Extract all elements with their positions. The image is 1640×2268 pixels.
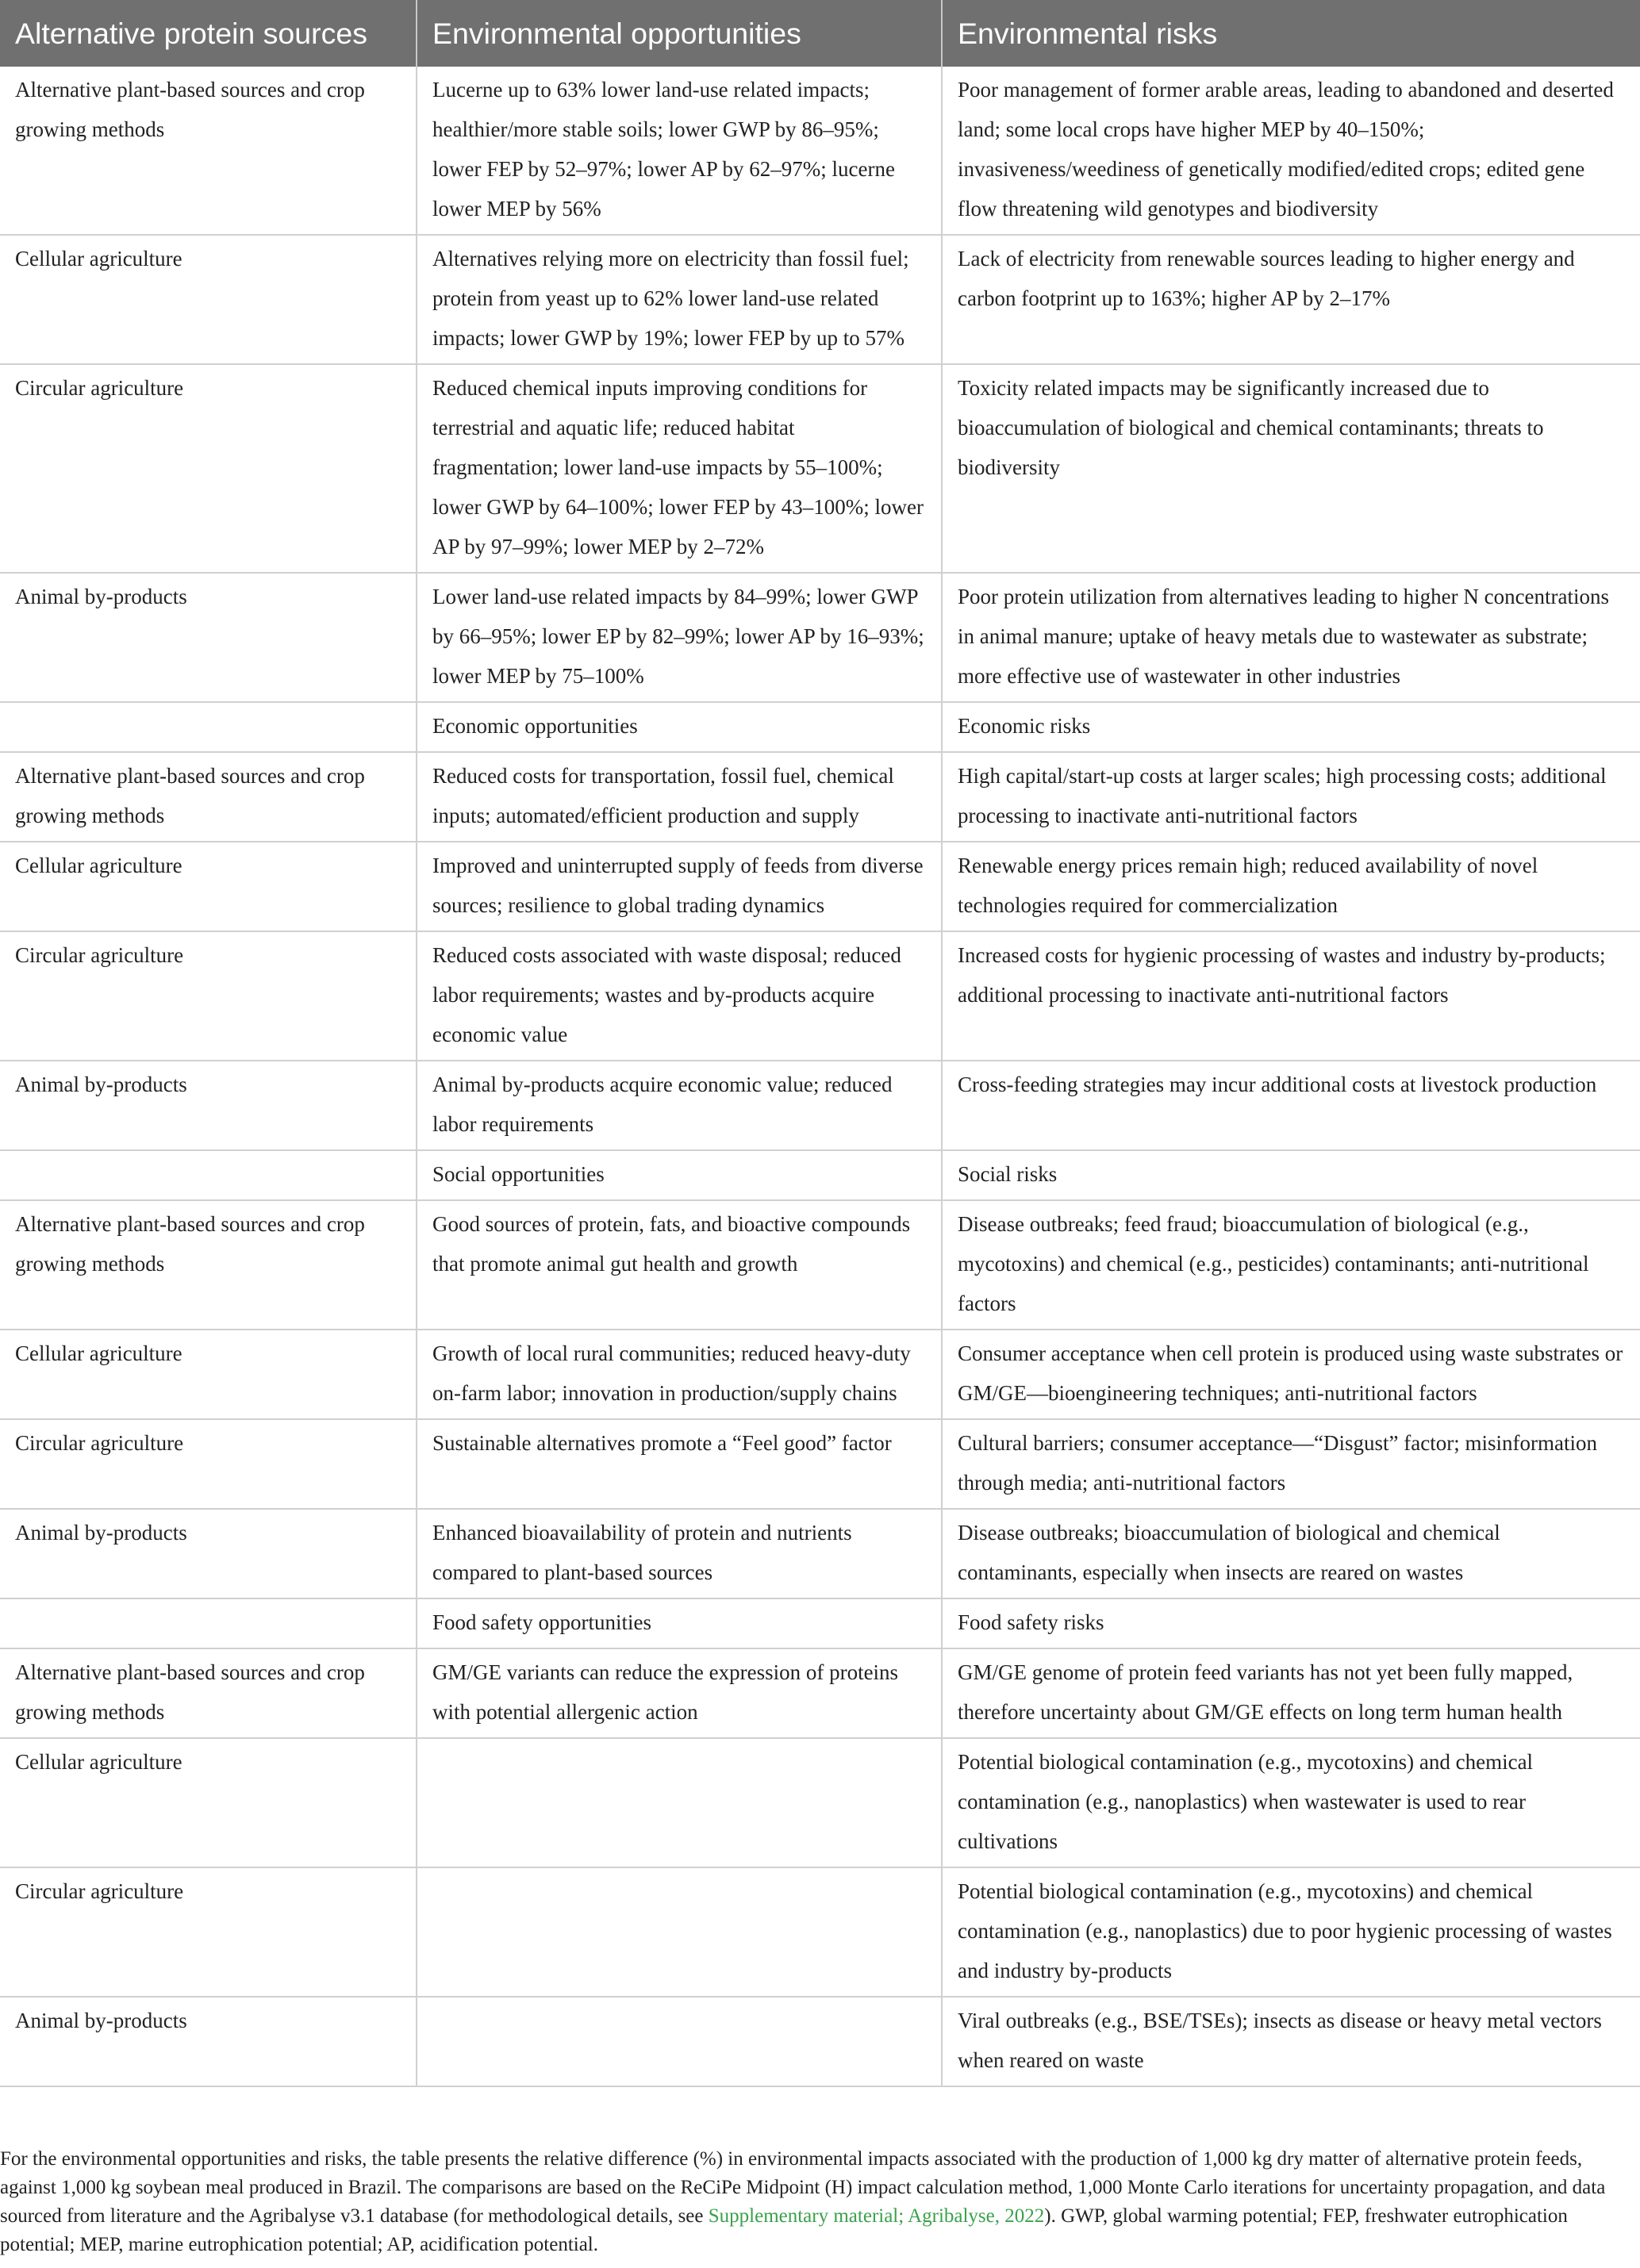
table-row (0, 1648, 1640, 1738)
cell-opportunity: Sustainable alternatives promote a “Feel good” factor (417, 1419, 942, 1509)
cell-protein-source: Alternative plant-based sources and crop growing methods (0, 67, 417, 235)
cell-protein-source: Animal by-products (0, 573, 417, 702)
cell-opportunity: Reduced chemical inputs improving conditions for terrestrial and aquatic life; reduced habitat fragmentation; lower land-use impacts by 55–100%; lower GWP by 64–100%; lower FEP by 43–100%; lower AP by 97–99%; lower MEP by 2–72% (417, 364, 942, 573)
table-row (0, 1330, 1640, 1419)
cell-risk: Lack of electricity from renewable sources leading to higher energy and carbon footprint up to 163%; higher AP by 2–17% (942, 235, 1640, 364)
cell-protein-source: Circular agriculture (0, 1867, 417, 1997)
cell-protein-source: Circular agriculture (0, 364, 417, 573)
footnote-text: For the environmental opportunities and risks, the table presents the relative difference (%) in environmental impacts associated with the production of 1,000 kg dry matter of alternative protein feeds, against 1,000 kg soybean meal produced in Brazil. The comparisons are based on the ReCiPe Midpoint (H) impact calculation method, 1,000 Monte Carlo iterations for uncertainty propagation, and data sourced from literature and the Agribalyse v3.1 database (for methodological details, see (0, 2148, 1606, 2227)
cell-protein-source: Animal by-products (0, 1997, 417, 2086)
cell-opportunity: GM/GE variants can reduce the expression of proteins with potential allergenic action (417, 1648, 942, 1738)
cell-protein-source: Alternative plant-based sources and crop growing methods (0, 1200, 417, 1330)
cell-opportunity: Food safety opportunities (417, 1598, 942, 1648)
table-row (0, 842, 1640, 931)
cell-risk: Cross-feeding strategies may incur additional costs at livestock production (942, 1061, 1640, 1150)
cell-risk: Consumer acceptance when cell protein is produced using waste substrates or GM/GE—bioengineering techniques; anti-nutritional factors (942, 1330, 1640, 1419)
cell-opportunity: Alternatives relying more on electricity than fossil fuel; protein from yeast up to 62% lower land-use related impacts; lower GWP by 19%; lower FEP by up to 57% (417, 235, 942, 364)
table-row (0, 1598, 1640, 1648)
cell-opportunity: Reduced costs associated with waste disposal; reduced labor requirements; wastes and by-products acquire economic value (417, 931, 942, 1061)
table-row (0, 1509, 1640, 1598)
table-row (0, 931, 1640, 1061)
table-footnote (0, 2145, 1627, 2259)
cell-opportunity: Animal by-products acquire economic value; reduced labor requirements (417, 1061, 942, 1150)
table-row (0, 1419, 1640, 1509)
table-row (0, 364, 1640, 573)
cell-risk: High capital/start-up costs at larger scales; high processing costs; additional processing to inactivate anti-nutritional factors (942, 752, 1640, 842)
table-row (0, 1061, 1640, 1150)
cell-risk: Viral outbreaks (e.g., BSE/TSEs); insects as disease or heavy metal vectors when reared on waste (942, 1997, 1640, 2086)
cell-risk: Disease outbreaks; feed fraud; bioaccumulation of biological (e.g., mycotoxins) and chemical (e.g., pesticides) contaminants; anti-nutritional factors (942, 1200, 1640, 1330)
cell-protein-source: Animal by-products (0, 1061, 417, 1150)
cell-opportunity: Economic opportunities (417, 702, 942, 752)
cell-opportunity: Social opportunities (417, 1150, 942, 1200)
supplementary-link[interactable]: Supplementary material; Agribalyse, 2022 (708, 2205, 1045, 2227)
cell-protein-source: Cellular agriculture (0, 1330, 417, 1419)
cell-protein-source: Cellular agriculture (0, 235, 417, 364)
cell-opportunity (417, 1867, 942, 1997)
table-body (0, 67, 1640, 2086)
cell-risk: Potential biological contamination (e.g., mycotoxins) and chemical contamination (e.g., nanoplastics) due to poor hygienic processing of wastes and industry by-products (942, 1867, 1640, 1997)
table-row (0, 1867, 1640, 1997)
table-header (0, 0, 1640, 67)
table-row (0, 67, 1640, 235)
header-environmental-opportunities: Environmental opportunities (417, 0, 942, 67)
table-row (0, 1997, 1640, 2086)
cell-opportunity: Good sources of protein, fats, and bioactive compounds that promote animal gut health and growth (417, 1200, 942, 1330)
cell-protein-source (0, 1150, 417, 1200)
footnote-text-end: ). GWP, global warming potential; FEP, freshwater eutrophication potential; MEP, marine eutrophication potential; AP, acidification potential. (0, 2205, 1568, 2255)
table-row (0, 235, 1640, 364)
cell-protein-source (0, 1598, 417, 1648)
cell-protein-source: Alternative plant-based sources and crop growing methods (0, 752, 417, 842)
cell-opportunity: Lower land-use related impacts by 84–99%; lower GWP by 66–95%; lower EP by 82–99%; lower AP by 16–93%; lower MEP by 75–100% (417, 573, 942, 702)
cell-opportunity: Reduced costs for transportation, fossil fuel, chemical inputs; automated/efficient production and supply (417, 752, 942, 842)
cell-risk: Toxicity related impacts may be significantly increased due to bioaccumulation of biological and chemical contaminants; threats to biodiversity (942, 364, 1640, 573)
cell-protein-source: Alternative plant-based sources and crop growing methods (0, 1648, 417, 1738)
cell-protein-source: Animal by-products (0, 1509, 417, 1598)
cell-risk: GM/GE genome of protein feed variants has not yet been fully mapped, therefore uncertainty about GM/GE effects on long term human health (942, 1648, 1640, 1738)
cell-protein-source: Cellular agriculture (0, 1738, 417, 1867)
table-row (0, 573, 1640, 702)
table-row (0, 702, 1640, 752)
cell-risk: Poor protein utilization from alternatives leading to higher N concentrations in animal manure; uptake of heavy metals due to wastewater as substrate; more effective use of wastewater in other industries (942, 573, 1640, 702)
header-environmental-risks: Environmental risks (942, 0, 1640, 67)
cell-protein-source: Circular agriculture (0, 1419, 417, 1509)
table-row (0, 752, 1640, 842)
cell-protein-source (0, 702, 417, 752)
cell-opportunity (417, 1738, 942, 1867)
table-row (0, 1200, 1640, 1330)
cell-risk: Disease outbreaks; bioaccumulation of biological and chemical contaminants, especially when insects are reared on wastes (942, 1509, 1640, 1598)
cell-opportunity: Growth of local rural communities; reduced heavy-duty on-farm labor; innovation in production/supply chains (417, 1330, 942, 1419)
cell-risk: Economic risks (942, 702, 1640, 752)
cell-opportunity: Enhanced bioavailability of protein and nutrients compared to plant-based sources (417, 1509, 942, 1598)
table-row (0, 1738, 1640, 1867)
cell-risk: Potential biological contamination (e.g., mycotoxins) and chemical contamination (e.g., nanoplastics) when wastewater is used to rear cultivations (942, 1738, 1640, 1867)
table-row (0, 1150, 1640, 1200)
header-row (0, 0, 1640, 67)
cell-risk: Cultural barriers; consumer acceptance—“Disgust” factor; misinformation through media; anti-nutritional factors (942, 1419, 1640, 1509)
cell-protein-source: Circular agriculture (0, 931, 417, 1061)
cell-risk: Social risks (942, 1150, 1640, 1200)
cell-opportunity: Lucerne up to 63% lower land-use related impacts; healthier/more stable soils; lower GWP by 86–95%; lower FEP by 52–97%; lower AP by 62–97%; lucerne lower MEP by 56% (417, 67, 942, 235)
cell-risk: Increased costs for hygienic processing of wastes and industry by-products; additional processing to inactivate anti-nutritional factors (942, 931, 1640, 1061)
header-protein-sources: Alternative protein sources (0, 0, 417, 67)
cell-risk: Poor management of former arable areas, leading to abandoned and deserted land; some local crops have higher MEP by 40–150%; invasiveness/weediness of genetically modified/edited crops; edited gene flow threatening wild genotypes and biodiversity (942, 67, 1640, 235)
cell-risk: Renewable energy prices remain high; reduced availability of novel technologies required for commercialization (942, 842, 1640, 931)
cell-risk: Food safety risks (942, 1598, 1640, 1648)
cell-protein-source: Cellular agriculture (0, 842, 417, 931)
cell-opportunity: Improved and uninterrupted supply of feeds from diverse sources; resilience to global trading dynamics (417, 842, 942, 931)
cell-opportunity (417, 1997, 942, 2086)
